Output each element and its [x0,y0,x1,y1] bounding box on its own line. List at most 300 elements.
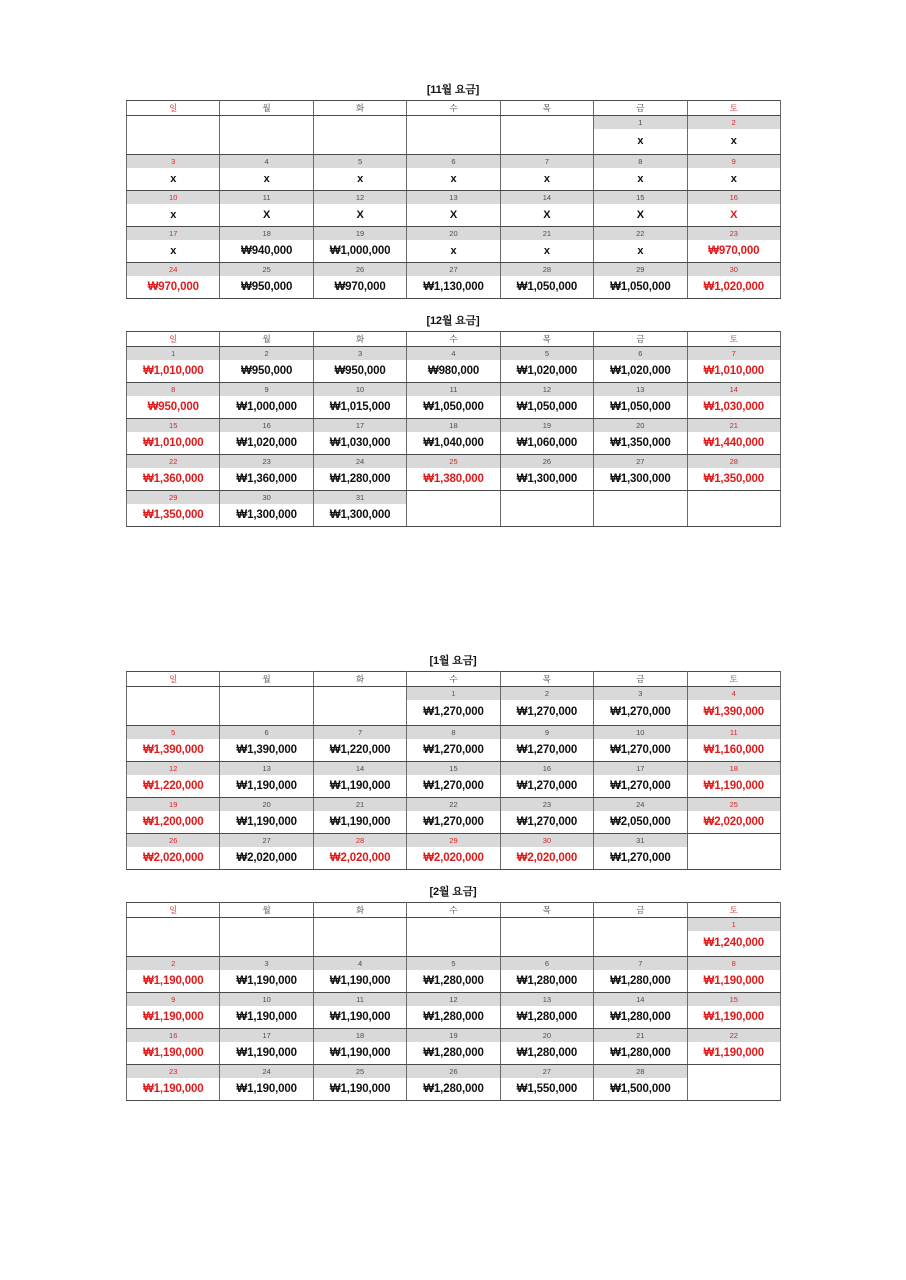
date-number-row [127,834,781,848]
block-spacer [0,870,906,886]
date-cell: 4 [220,155,313,169]
date-cell: 2 [500,687,593,701]
price-cell: ₩1,270,000 [407,775,500,798]
date-cell: 24 [313,455,406,469]
price-cell: ₩1,390,000 [687,700,780,726]
price-cell: ₩2,020,000 [407,847,500,870]
date-cell: 21 [313,798,406,812]
date-cell: 14 [594,993,687,1007]
date-cell: 14 [313,762,406,776]
price-cell: ₩1,190,000 [313,775,406,798]
date-cell: 22 [594,227,687,241]
month-block-feb [126,886,780,1101]
date-cell: 12 [127,762,220,776]
date-cell: 23 [220,455,313,469]
date-cell-empty [313,918,406,932]
price-cell: ₩1,280,000 [594,1006,687,1029]
price-row [127,775,781,798]
weekday-header-row [127,332,781,347]
price-cell: ₩950,000 [220,360,313,383]
unavailable-cell: x [220,168,313,191]
month-table-nov [126,100,781,299]
weekday-header-row [127,672,781,687]
date-cell: 6 [220,726,313,740]
price-row [127,1078,781,1101]
date-cell-empty [127,918,220,932]
date-cell: 3 [594,687,687,701]
date-cell: 18 [313,1029,406,1043]
date-cell: 26 [407,1065,500,1079]
price-cell: ₩1,220,000 [127,775,220,798]
price-cell: ₩1,010,000 [127,432,220,455]
month-title: [1월 요금] [429,655,477,667]
month-block-dec [126,315,780,527]
date-cell: 31 [594,834,687,848]
weekday-header-sat-6: 토 [687,332,780,347]
price-row [127,204,781,227]
price-cell: ₩1,160,000 [687,739,780,762]
price-cell: ₩1,000,000 [313,240,406,263]
price-cell-empty [687,1078,780,1101]
date-number-row [127,155,781,169]
date-cell: 6 [500,957,593,971]
price-row [127,700,781,726]
price-cell: ₩980,000 [407,360,500,383]
date-cell: 27 [594,455,687,469]
date-cell: 1 [127,347,220,361]
unavailable-cell: x [407,168,500,191]
date-cell: 21 [594,1029,687,1043]
calendar-blocks-container [0,84,906,1101]
date-cell: 29 [127,491,220,505]
date-cell: 8 [127,383,220,397]
date-cell-empty [313,116,406,130]
date-cell: 19 [127,798,220,812]
price-cell: ₩1,380,000 [407,468,500,491]
date-cell: 13 [407,191,500,205]
unavailable-cell: x [594,168,687,191]
date-cell: 9 [500,726,593,740]
weekday-header-weekday-1: 월 [220,332,313,347]
price-cell: ₩1,440,000 [687,432,780,455]
price-cell-empty [313,931,406,957]
unavailable-cell: X [500,204,593,227]
date-cell: 16 [687,191,780,205]
price-cell: ₩1,020,000 [687,276,780,299]
month-title: [12월 요금] [426,315,480,327]
price-cell: ₩1,300,000 [313,504,406,527]
price-cell: ₩1,350,000 [687,468,780,491]
date-cell-empty [594,491,687,505]
unavailable-cell: x [313,168,406,191]
date-cell-empty [407,491,500,505]
price-cell: ₩2,020,000 [500,847,593,870]
price-cell: ₩1,270,000 [407,739,500,762]
date-cell: 16 [127,1029,220,1043]
price-cell: ₩1,190,000 [687,1042,780,1065]
price-cell: ₩1,190,000 [220,1006,313,1029]
date-number-row [127,993,781,1007]
date-cell: 11 [220,191,313,205]
price-cell: ₩1,280,000 [313,468,406,491]
price-cell: ₩1,300,000 [500,468,593,491]
date-cell: 4 [407,347,500,361]
weekday-header-weekday-3: 수 [407,101,500,116]
date-cell: 16 [220,419,313,433]
date-cell-empty [500,918,593,932]
price-cell: ₩1,200,000 [127,811,220,834]
date-number-row [127,263,781,277]
price-row [127,168,781,191]
price-cell: ₩1,270,000 [407,700,500,726]
date-number-row [127,918,781,932]
price-cell: ₩1,280,000 [407,1042,500,1065]
date-cell: 10 [127,191,220,205]
price-cell: ₩1,190,000 [220,775,313,798]
date-cell: 20 [594,419,687,433]
date-cell: 12 [313,191,406,205]
date-cell: 25 [313,1065,406,1079]
date-cell: 11 [407,383,500,397]
month-block-nov [126,84,780,299]
top-spacer [0,0,906,84]
date-cell: 30 [687,263,780,277]
date-cell: 24 [220,1065,313,1079]
price-cell: ₩2,020,000 [687,811,780,834]
weekday-header-weekday-5: 금 [594,101,687,116]
month-title: [11월 요금] [426,84,480,96]
date-cell-empty [127,687,220,701]
date-cell: 18 [687,762,780,776]
price-cell-empty [220,129,313,155]
date-cell: 9 [687,155,780,169]
date-number-row [127,227,781,241]
weekday-header-weekday-1: 월 [220,903,313,918]
price-row [127,396,781,419]
date-cell: 7 [687,347,780,361]
price-cell: ₩1,270,000 [594,739,687,762]
date-cell: 2 [127,957,220,971]
price-cell: ₩1,240,000 [687,931,780,957]
price-cell: ₩1,280,000 [407,970,500,993]
weekday-header-weekday-5: 금 [594,903,687,918]
price-cell: ₩1,050,000 [500,396,593,419]
weekday-header-weekday-2: 화 [313,332,406,347]
date-cell: 5 [127,726,220,740]
date-cell: 9 [220,383,313,397]
date-cell: 22 [127,455,220,469]
price-row [127,811,781,834]
date-number-row [127,798,781,812]
weekday-header-weekday-4: 목 [500,101,593,116]
month-title: [2월 요금] [429,886,477,898]
date-cell: 12 [407,993,500,1007]
price-cell: ₩1,020,000 [594,360,687,383]
weekday-header-sun-0: 일 [127,332,220,347]
date-cell-empty [500,491,593,505]
price-cell: ₩1,050,000 [594,276,687,299]
weekday-header-weekday-3: 수 [407,672,500,687]
date-cell: 28 [313,834,406,848]
price-row [127,1042,781,1065]
price-cell: ₩1,010,000 [687,360,780,383]
date-cell: 2 [220,347,313,361]
date-cell: 13 [594,383,687,397]
price-cell: ₩2,020,000 [220,847,313,870]
price-cell: ₩2,020,000 [313,847,406,870]
date-cell: 20 [220,798,313,812]
price-cell-empty [500,931,593,957]
price-cell: ₩950,000 [220,276,313,299]
unavailable-cell: x [407,240,500,263]
weekday-header-weekday-2: 화 [313,903,406,918]
date-cell-empty [500,116,593,130]
weekday-header-sun-0: 일 [127,101,220,116]
price-cell: ₩1,010,000 [127,360,220,383]
date-cell: 26 [127,834,220,848]
date-cell: 4 [687,687,780,701]
date-cell: 23 [687,227,780,241]
price-row [127,847,781,870]
price-cell: ₩1,280,000 [500,1042,593,1065]
price-cell: ₩1,190,000 [127,970,220,993]
date-cell: 5 [313,155,406,169]
date-cell-empty [687,1065,780,1079]
price-cell: ₩1,280,000 [500,970,593,993]
date-cell: 26 [313,263,406,277]
date-cell-empty [594,918,687,932]
date-number-row [127,191,781,205]
weekday-header-weekday-1: 월 [220,101,313,116]
price-row [127,739,781,762]
date-cell: 29 [407,834,500,848]
unavailable-cell: X [594,204,687,227]
price-cell: ₩1,050,000 [594,396,687,419]
price-row [127,360,781,383]
price-cell-empty [407,504,500,527]
weekday-header-weekday-4: 목 [500,672,593,687]
unavailable-cell: x [127,168,220,191]
price-cell: ₩1,050,000 [500,276,593,299]
date-cell: 17 [313,419,406,433]
price-cell: ₩1,030,000 [313,432,406,455]
date-cell: 29 [594,263,687,277]
price-cell-empty [500,129,593,155]
price-cell: ₩1,190,000 [127,1042,220,1065]
price-cell: ₩1,270,000 [500,700,593,726]
price-cell-empty [313,129,406,155]
price-cell: ₩1,190,000 [220,970,313,993]
date-cell: 27 [220,834,313,848]
date-number-row [127,1065,781,1079]
price-cell: ₩940,000 [220,240,313,263]
date-cell: 15 [407,762,500,776]
price-cell: ₩1,015,000 [313,396,406,419]
date-cell: 25 [687,798,780,812]
unavailable-cell: x [500,240,593,263]
price-cell: ₩1,060,000 [500,432,593,455]
date-number-row [127,491,781,505]
unavailable-cell: X [687,204,780,227]
price-cell-empty [500,504,593,527]
price-cell: ₩1,190,000 [687,775,780,798]
unavailable-cell: x [594,129,687,155]
date-cell: 8 [687,957,780,971]
price-row [127,468,781,491]
price-cell: ₩1,000,000 [220,396,313,419]
date-cell: 1 [594,116,687,130]
unavailable-cell: x [127,204,220,227]
date-cell: 3 [220,957,313,971]
block-spacer [0,527,906,655]
price-cell: ₩1,270,000 [594,700,687,726]
date-cell-empty [220,918,313,932]
price-cell: ₩1,390,000 [127,739,220,762]
price-cell: ₩1,270,000 [594,847,687,870]
date-cell: 24 [127,263,220,277]
date-cell: 15 [594,191,687,205]
date-number-row [127,419,781,433]
price-cell: ₩950,000 [313,360,406,383]
date-cell: 27 [407,263,500,277]
date-cell: 25 [220,263,313,277]
bottom-spacer [0,1101,906,1121]
price-cell: ₩1,040,000 [407,432,500,455]
date-cell: 22 [687,1029,780,1043]
date-number-row [127,383,781,397]
price-cell: ₩2,050,000 [594,811,687,834]
price-cell: ₩1,190,000 [687,970,780,993]
weekday-header-weekday-5: 금 [594,332,687,347]
price-cell: ₩1,270,000 [500,739,593,762]
weekday-header-weekday-2: 화 [313,672,406,687]
date-cell-empty [407,116,500,130]
price-cell: ₩1,190,000 [220,1042,313,1065]
price-cell: ₩2,020,000 [127,847,220,870]
date-number-row [127,687,781,701]
date-cell: 19 [313,227,406,241]
date-cell: 21 [687,419,780,433]
date-cell: 12 [500,383,593,397]
weekday-header-sun-0: 일 [127,672,220,687]
price-cell-empty [594,931,687,957]
date-cell: 14 [500,191,593,205]
date-cell: 10 [594,726,687,740]
date-cell: 9 [127,993,220,1007]
date-cell: 19 [500,419,593,433]
date-cell: 28 [687,455,780,469]
date-cell: 11 [313,993,406,1007]
date-cell-empty [313,687,406,701]
price-cell: ₩1,360,000 [220,468,313,491]
price-cell: ₩1,280,000 [594,1042,687,1065]
price-cell: ₩1,390,000 [220,739,313,762]
date-cell: 13 [500,993,593,1007]
date-cell: 20 [500,1029,593,1043]
price-cell: ₩1,280,000 [594,970,687,993]
price-cell: ₩970,000 [313,276,406,299]
date-number-row [127,957,781,971]
date-cell: 10 [313,383,406,397]
price-row [127,931,781,957]
date-cell: 17 [594,762,687,776]
date-cell: 1 [407,687,500,701]
date-number-row [127,762,781,776]
date-number-row [127,1029,781,1043]
date-cell: 20 [407,227,500,241]
price-cell-empty [220,931,313,957]
date-cell: 17 [220,1029,313,1043]
price-cell: ₩1,050,000 [407,396,500,419]
price-cell: ₩1,020,000 [220,432,313,455]
date-cell: 15 [127,419,220,433]
date-cell: 14 [687,383,780,397]
date-cell: 18 [220,227,313,241]
month-table-feb [126,902,781,1101]
date-cell: 4 [313,957,406,971]
unavailable-cell: X [313,204,406,227]
price-cell: ₩1,190,000 [313,1042,406,1065]
price-cell: ₩1,030,000 [687,396,780,419]
weekday-header-sat-6: 토 [687,672,780,687]
price-row [127,129,781,155]
price-cell: ₩970,000 [687,240,780,263]
date-cell: 8 [407,726,500,740]
date-cell: 3 [313,347,406,361]
price-cell-empty [687,504,780,527]
price-row [127,504,781,527]
date-cell: 15 [687,993,780,1007]
price-cell: ₩1,550,000 [500,1078,593,1101]
weekday-header-row [127,903,781,918]
weekday-header-weekday-3: 수 [407,332,500,347]
price-row [127,970,781,993]
weekday-header-sun-0: 일 [127,903,220,918]
price-cell: ₩950,000 [127,396,220,419]
date-cell: 23 [127,1065,220,1079]
price-cell: ₩1,270,000 [500,775,593,798]
price-cell: ₩1,190,000 [220,811,313,834]
price-cell: ₩1,280,000 [407,1078,500,1101]
date-cell: 6 [594,347,687,361]
date-cell: 27 [500,1065,593,1079]
weekday-header-row [127,101,781,116]
block-spacer [0,299,906,315]
unavailable-cell: x [594,240,687,263]
date-cell: 8 [594,155,687,169]
date-number-row [127,455,781,469]
date-cell: 31 [313,491,406,505]
price-cell-empty [127,129,220,155]
date-cell-empty [220,687,313,701]
date-cell: 7 [313,726,406,740]
date-cell: 7 [594,957,687,971]
date-cell-empty [687,834,780,848]
date-cell: 18 [407,419,500,433]
price-cell-empty [220,700,313,726]
unavailable-cell: x [687,129,780,155]
date-cell: 23 [500,798,593,812]
price-cell: ₩1,020,000 [500,360,593,383]
unavailable-cell: X [220,204,313,227]
price-cell-empty [127,700,220,726]
price-cell: ₩1,350,000 [127,504,220,527]
date-cell: 26 [500,455,593,469]
weekday-header-weekday-5: 금 [594,672,687,687]
month-block-jan [126,655,780,870]
date-cell: 5 [407,957,500,971]
price-cell: ₩1,190,000 [313,811,406,834]
